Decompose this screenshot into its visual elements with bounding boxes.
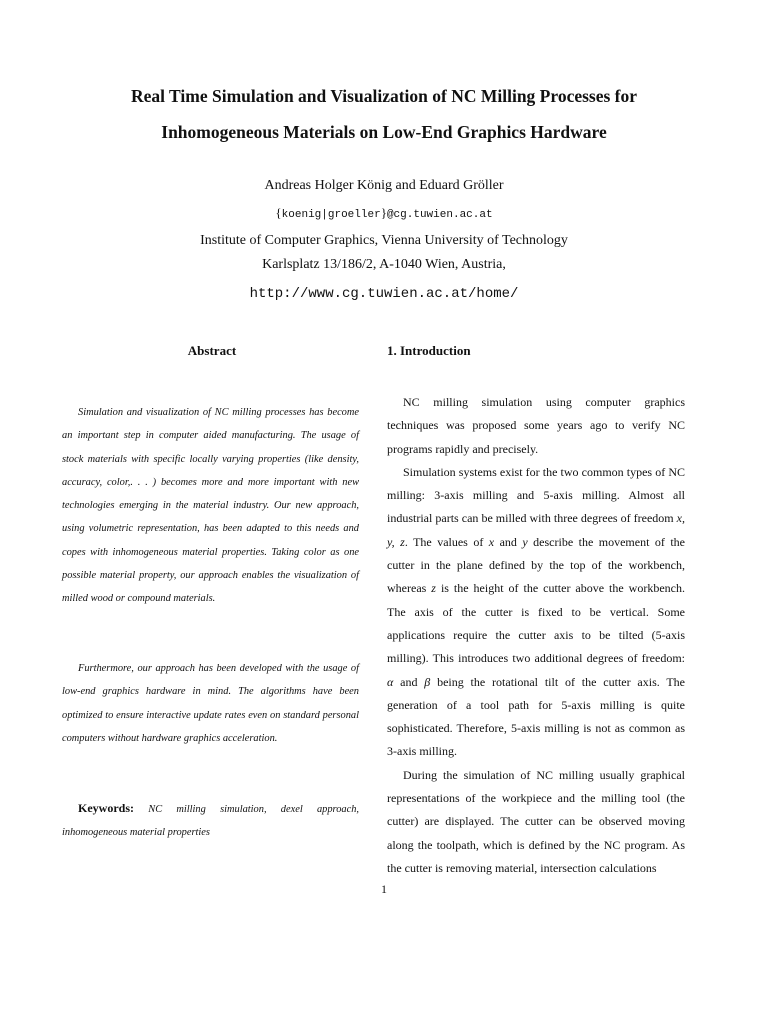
keywords-paragraph bbox=[62, 797, 359, 845]
math-xyz: x, y, z bbox=[387, 511, 685, 549]
intro-paragraph-3: During the simulation of NC milling usually graphical representations of the workpiece and the milling tool (the cutter) are displayed. The cutter can be observed moving along the toolpath, which is defined by the NC program. As the cutter is removing material, intersection calculations bbox=[387, 767, 685, 875]
email-usernames: koenig|groeller bbox=[281, 209, 381, 221]
introduction-heading: 1. Introduction bbox=[387, 343, 471, 358]
math-beta: β bbox=[424, 674, 431, 689]
authors: Andreas Holger König and Eduard Gröller bbox=[264, 178, 504, 193]
intro-p2-text-b: . The values of bbox=[404, 534, 489, 549]
keywords-label: Keywords: bbox=[78, 801, 134, 815]
email-brace-open: { bbox=[275, 205, 282, 220]
intro-p2-text-e: is the height of the cutter above the workbench. The axis of the cutter is fixed to be vertical. Some applications require the cutter axis to be tilted (5-axis milling). This introduces two additional degrees of freedom: bbox=[387, 581, 686, 666]
page-number: 1 bbox=[381, 882, 387, 896]
intro-p2-text-c: and bbox=[494, 534, 523, 549]
abstract-paragraph-2 bbox=[62, 657, 359, 750]
abstract-paragraph-2-text: Furthermore, our approach has been developed with the usage of low-end graphics hardware in mind. The algorithms have been optimized to ensure interactive update rates even on standard personal computers without hardware graphics acceleration. bbox=[62, 663, 359, 744]
intro-p2-text-f: and bbox=[393, 674, 425, 689]
affiliation bbox=[60, 229, 708, 277]
title-line-1: Real Time Simulation and Visualization of NC Milling Processes for bbox=[130, 86, 638, 106]
abstract-heading: Abstract bbox=[187, 343, 237, 358]
email-brace-close: } bbox=[380, 205, 387, 220]
author-emails bbox=[60, 204, 708, 224]
math-alpha: α bbox=[387, 674, 394, 689]
keywords-text: NC milling simulation, dexel approach, inhomogeneous material properties bbox=[62, 804, 360, 839]
paper-title bbox=[60, 78, 708, 150]
affiliation-line-2: Karlsplatz 13/186/2, A-1040 Wien, Austria, bbox=[262, 257, 506, 272]
intro-p2-text-g: being the rotational tilt of the cutter axis. The generation of a tool path for 5-axis milling is quite sophisticated. Therefore, 5-axis milling is not as common as 3-axis milling. bbox=[387, 674, 685, 759]
introduction-body bbox=[387, 391, 685, 880]
keywords bbox=[62, 797, 359, 845]
intro-paragraph-1: NC milling simulation using computer graphics techniques was proposed some years ago to verify NC programs rapidly and precisely. bbox=[387, 395, 685, 456]
email-domain: @cg.tuwien.ac.at bbox=[386, 209, 493, 221]
intro-paragraph-2 bbox=[387, 461, 685, 764]
math-z: z bbox=[431, 581, 436, 596]
affiliation-line-1: Institute of Computer Graphics, Vienna University of Technology bbox=[200, 233, 568, 248]
intro-p2-text-d: describe the movement of the cutter in the plane defined by the top of the workbench, whereas bbox=[387, 534, 685, 596]
abstract-paragraph-1-text: Simulation and visualization of NC milling processes has become an important step in computer aided manufacturing. The usage of stock materials with specific locally varying properties (like density, accuracy, color,. . . ) becomes more and more important with new technologies emerging in the material industry. Our new approach, using volumetric representation, has been adapted to this needs and copes with inhomogeneous material properties. Taking color as one possible material property, our approach enables the visualization of milled wood or compound materials. bbox=[62, 407, 359, 605]
math-y: y bbox=[522, 534, 528, 549]
abstract-paragraph-1 bbox=[62, 401, 359, 611]
intro-p2-text-a: Simulation systems exist for the two common types of NC milling: 3-axis milling and 5-axis milling. Almost all industrial parts can be milled with three degrees of freedom bbox=[387, 464, 685, 526]
title-line-2: Inhomogeneous Materials on Low-End Graphics Hardware bbox=[161, 122, 607, 142]
institute-url: http://www.cg.tuwien.ac.at/home/ bbox=[249, 286, 519, 302]
math-x: x bbox=[488, 534, 495, 549]
